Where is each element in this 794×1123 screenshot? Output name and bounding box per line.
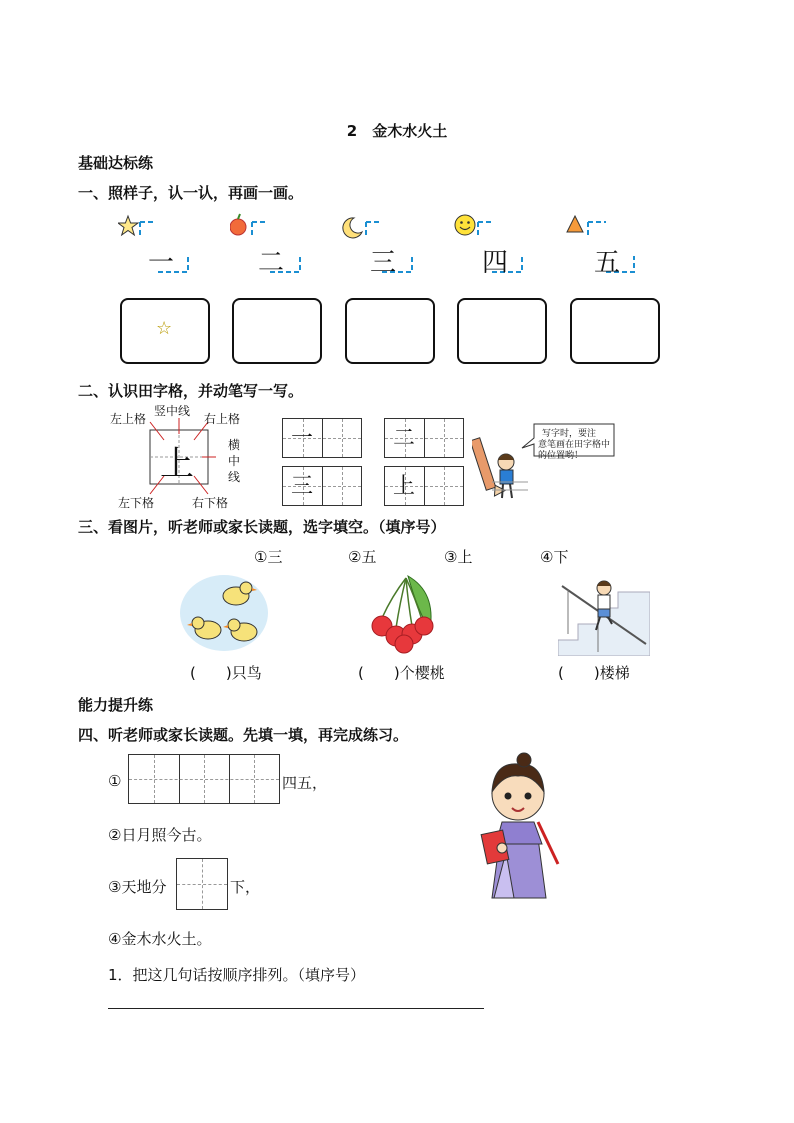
birds-picture (180, 572, 268, 654)
section-basic: 基础达标练 (78, 154, 154, 172)
line4: ④金木水火土。 (108, 930, 212, 948)
blank-birds[interactable]: ( )只鸟 (190, 664, 262, 682)
option-2: ②五 (348, 548, 377, 566)
write-grid-1[interactable] (282, 418, 362, 458)
tianzige-diagram (110, 402, 260, 510)
section-ability: 能力提升练 (78, 696, 154, 714)
fill-grid-line1[interactable] (128, 754, 280, 804)
page-title: 2 金木水火土 (346, 122, 448, 140)
line1-tail: 四五， (282, 774, 328, 792)
grid-char-3: 三 (290, 474, 313, 499)
grid-char-1: 一 (290, 426, 313, 451)
label-top-left: 左上格 (110, 412, 147, 426)
q2-prompt: 二、认识田字格，并动笔写一写。 (78, 382, 304, 400)
line3-tail: 下， (230, 878, 261, 896)
girl-reading-book-icon (472, 752, 564, 902)
q1-char-3: 三 (370, 248, 397, 278)
bubble-line-1: 写字时，要注 (542, 429, 597, 439)
draw-box-3[interactable] (345, 298, 435, 364)
diagram-char: 上 (160, 444, 194, 484)
boy-climbing-stairs-icon (558, 574, 650, 656)
label-top-right: 右上格 (204, 412, 241, 426)
label-vertical-center: 竖中线 (154, 404, 191, 418)
fill-grid-line3[interactable] (176, 858, 228, 910)
q1-prompt: 一、照样子，认一认，再画一画。 (78, 184, 304, 202)
scholar-girl-illustration (472, 752, 564, 902)
q1-char-2: 二 (258, 248, 285, 278)
q1-char-1: 一 (148, 248, 175, 278)
bubble-line-3: 的位置哟！ (538, 451, 584, 461)
q1-char-5: 五 (594, 248, 621, 278)
sub-question-1: 1．把这几句话按顺序排列。（填序号） (108, 966, 366, 984)
q1-item-3 (342, 212, 422, 282)
write-grid-3[interactable] (282, 466, 362, 506)
line1-number: ① (108, 772, 122, 790)
birds-icon (180, 572, 268, 654)
q1-item-1 (118, 212, 198, 282)
option-1: ①三 (254, 548, 283, 566)
q1-item-5 (566, 212, 646, 282)
option-3: ③上 (444, 548, 473, 566)
answer-line[interactable] (108, 1008, 484, 1009)
q1-item-2 (230, 212, 310, 282)
cherries-icon (366, 572, 442, 656)
label-bottom-left: 左下格 (118, 496, 155, 510)
write-grid-4[interactable] (384, 466, 464, 506)
writing-boy-illustration (472, 418, 622, 508)
blank-cherries[interactable]: ( )个樱桃 (358, 664, 445, 682)
draw-box-1[interactable] (120, 298, 210, 364)
option-4: ④下 (540, 548, 569, 566)
stairs-picture (558, 574, 650, 656)
blank-stairs[interactable]: ( )楼梯 (558, 664, 630, 682)
draw-box-5[interactable] (570, 298, 660, 364)
label-horizontal-3: 线 (228, 470, 241, 484)
q1-item-4 (454, 212, 534, 282)
line2: ②日月照今古。 (108, 826, 212, 844)
draw-box-2[interactable] (232, 298, 322, 364)
draw-box-4[interactable] (457, 298, 547, 364)
q4-prompt: 四、听老师或家长读题。先填一填，再完成练习。 (78, 726, 409, 744)
grid-char-4: 上 (392, 474, 415, 499)
label-horizontal-1: 横 (228, 438, 241, 452)
cherries-picture (366, 572, 442, 656)
write-grid-2[interactable] (384, 418, 464, 458)
bubble-line-2: 意笔画在田字格中 (538, 440, 611, 450)
line3-head: ③天地分 (108, 878, 167, 896)
sample-star: ☆ (156, 318, 173, 339)
q1-char-4: 四 (482, 248, 509, 278)
grid-char-2: 二 (392, 426, 415, 451)
label-bottom-right: 右下格 (192, 496, 229, 510)
q3-prompt: 三、看图片，听老师或家长读题，选字填空。（填序号） (78, 518, 446, 536)
label-horizontal-2: 中 (228, 454, 241, 468)
